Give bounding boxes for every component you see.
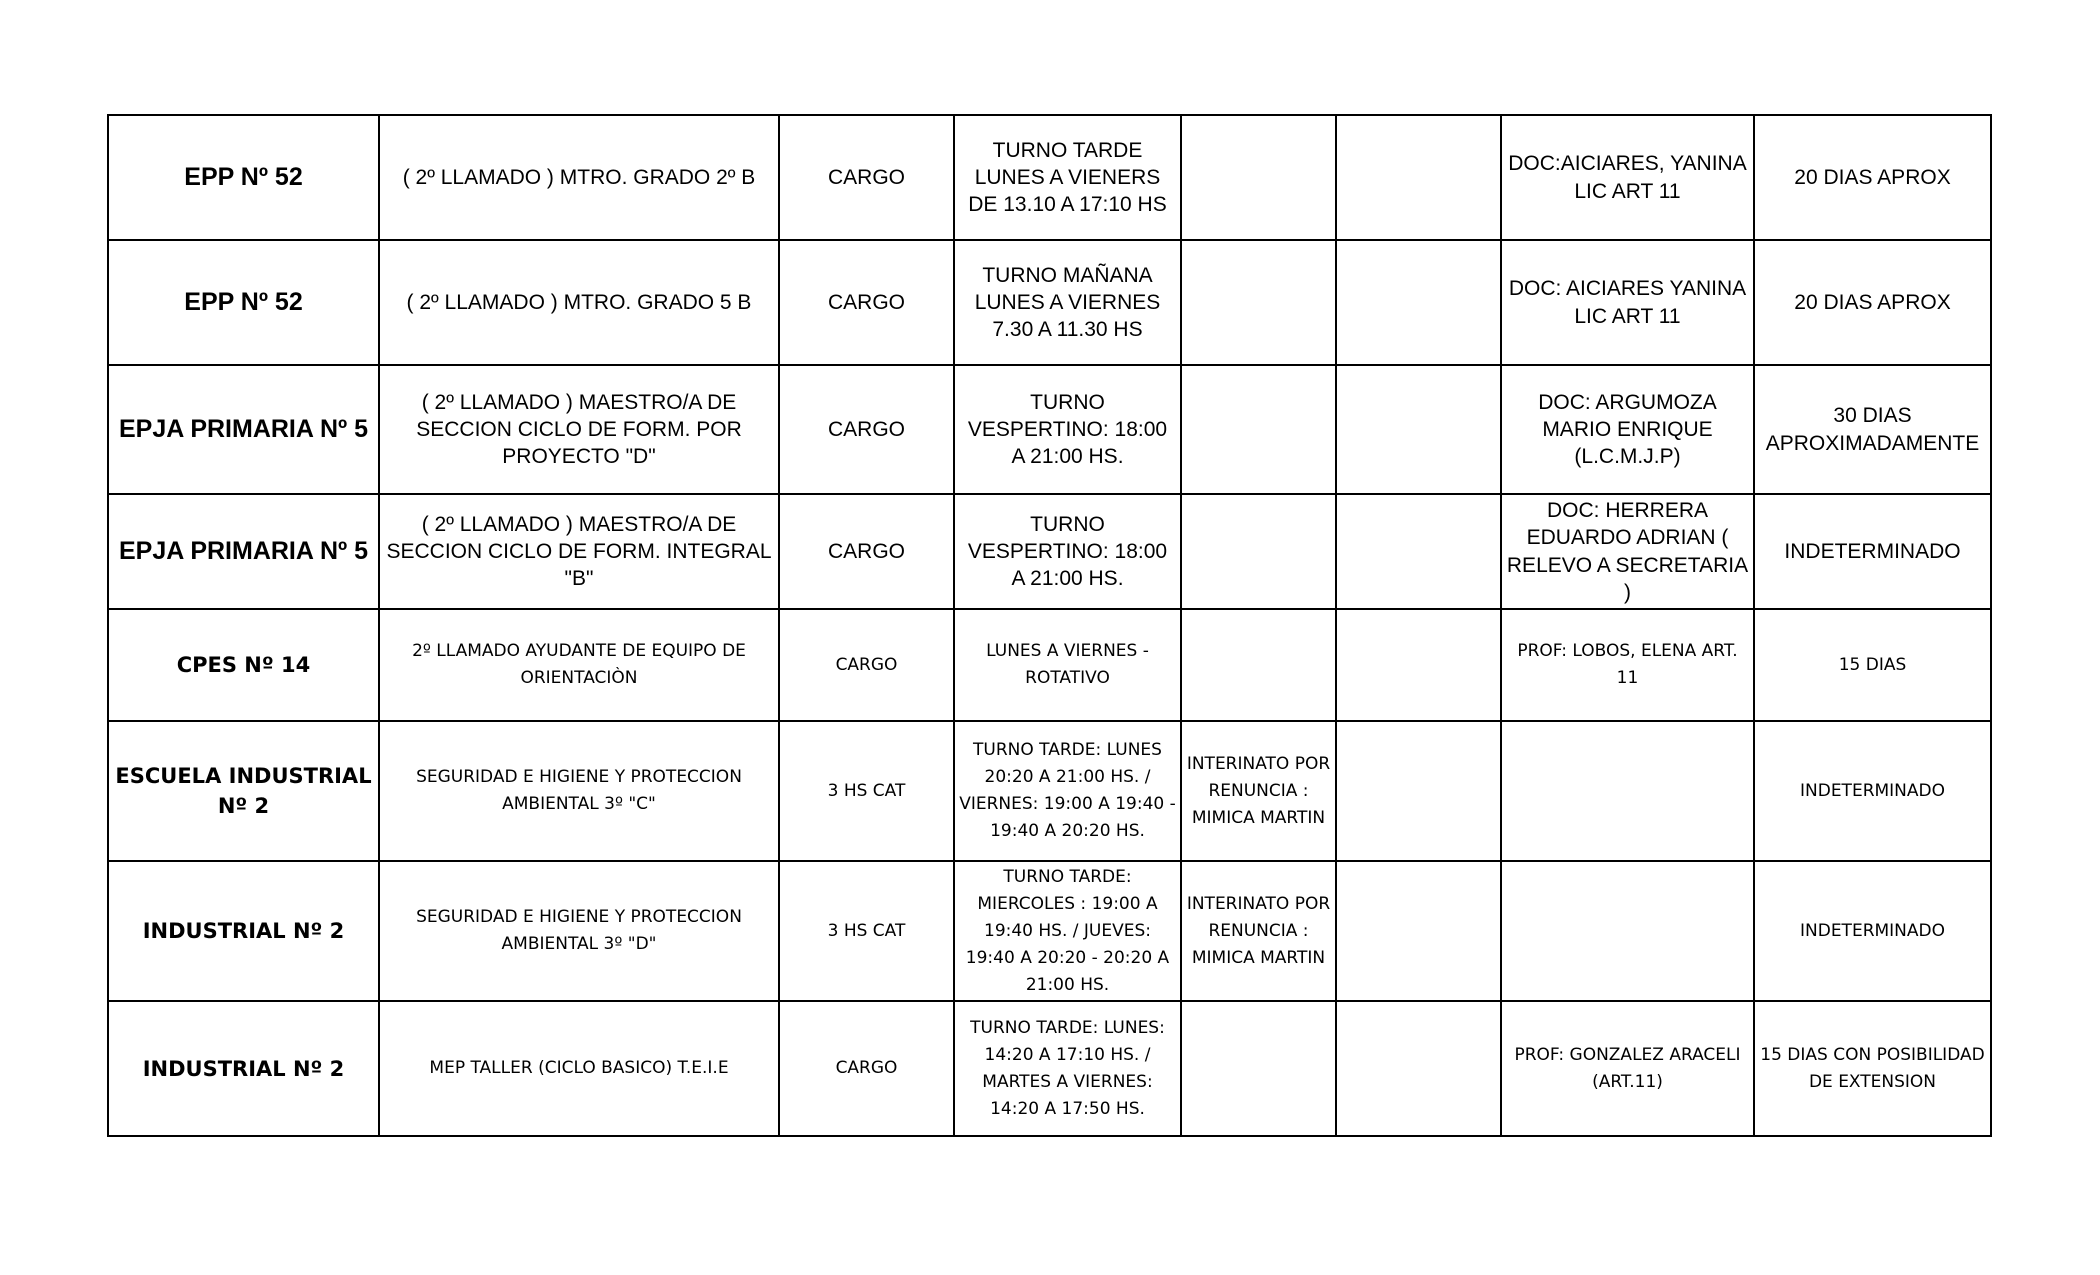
reason-cell: INTERINATO POR RENUNCIA : MIMICA MARTIN — [1181, 861, 1336, 1001]
vacancies-sheet — [107, 114, 1990, 1137]
table-row — [108, 494, 1991, 609]
table-row — [108, 1001, 1991, 1136]
position-cell: SEGURIDAD E HIGIENE Y PROTECCION AMBIENTAL 3º "C" — [379, 721, 779, 861]
schedule-cell: TURNO VESPERTINO: 18:00 A 21:00 HS. — [954, 365, 1181, 494]
type-cell: CARGO — [779, 240, 954, 365]
duration-cell: INDETERMINADO — [1754, 721, 1991, 861]
position-cell: SEGURIDAD E HIGIENE Y PROTECCION AMBIENTAL 3º "D" — [379, 861, 779, 1001]
empty-cell — [1336, 609, 1501, 721]
empty-cell — [1336, 365, 1501, 494]
schedule-cell: TURNO VESPERTINO: 18:00 A 21:00 HS. — [954, 494, 1181, 609]
table-row — [108, 609, 1991, 721]
position-cell: ( 2º LLAMADO ) MTRO. GRADO 2º B — [379, 115, 779, 240]
table-row — [108, 861, 1991, 1001]
table-row — [108, 115, 1991, 240]
school-cell: EPJA PRIMARIA Nº 5 — [108, 494, 379, 609]
reason-cell: INTERINATO POR RENUNCIA : MIMICA MARTIN — [1181, 721, 1336, 861]
replaces-cell — [1501, 861, 1754, 1001]
schedule-cell: LUNES A VIERNES - ROTATIVO — [954, 609, 1181, 721]
schedule-cell: TURNO TARDE: MIERCOLES : 19:00 A 19:40 HS. / JUEVES: 19:40 A 20:20 - 20:20 A 21:00 HS. — [954, 861, 1181, 1001]
school-cell: INDUSTRIAL Nº 2 — [108, 1001, 379, 1136]
duration-cell: INDETERMINADO — [1754, 861, 1991, 1001]
position-cell: MEP TALLER (CICLO BASICO) T.E.I.E — [379, 1001, 779, 1136]
replaces-cell — [1501, 721, 1754, 861]
schedule-cell: TURNO TARDE LUNES A VIENERS DE 13.10 A 17:10 HS — [954, 115, 1181, 240]
replaces-cell: DOC: AICIARES YANINA LIC ART 11 — [1501, 240, 1754, 365]
type-cell: CARGO — [779, 115, 954, 240]
schedule-cell: TURNO TARDE: LUNES 20:20 A 21:00 HS. / VIERNES: 19:00 A 19:40 - 19:40 A 20:20 HS. — [954, 721, 1181, 861]
school-cell: EPJA PRIMARIA Nº 5 — [108, 365, 379, 494]
school-cell: INDUSTRIAL Nº 2 — [108, 861, 379, 1001]
replaces-cell: DOC:AICIARES, YANINA LIC ART 11 — [1501, 115, 1754, 240]
type-cell: CARGO — [779, 365, 954, 494]
reason-cell — [1181, 240, 1336, 365]
duration-cell: INDETERMINADO — [1754, 494, 1991, 609]
empty-cell — [1336, 494, 1501, 609]
empty-cell — [1336, 240, 1501, 365]
school-cell: EPP Nº 52 — [108, 240, 379, 365]
school-cell: EPP Nº 52 — [108, 115, 379, 240]
duration-cell: 15 DIAS — [1754, 609, 1991, 721]
reason-cell — [1181, 609, 1336, 721]
position-cell: ( 2º LLAMADO ) MAESTRO/A DE SECCION CICLO DE FORM. POR PROYECTO "D" — [379, 365, 779, 494]
table-row — [108, 240, 1991, 365]
position-cell: ( 2º LLAMADO ) MTRO. GRADO 5 B — [379, 240, 779, 365]
empty-cell — [1336, 721, 1501, 861]
reason-cell — [1181, 494, 1336, 609]
replaces-cell: PROF: GONZALEZ ARACELI (ART.11) — [1501, 1001, 1754, 1136]
table-row — [108, 365, 1991, 494]
replaces-cell: DOC: ARGUMOZA MARIO ENRIQUE (L.C.M.J.P) — [1501, 365, 1754, 494]
duration-cell: 20 DIAS APROX — [1754, 240, 1991, 365]
position-cell: ( 2º LLAMADO ) MAESTRO/A DE SECCION CICLO DE FORM. INTEGRAL "B" — [379, 494, 779, 609]
replaces-cell: PROF: LOBOS, ELENA ART. 11 — [1501, 609, 1754, 721]
reason-cell — [1181, 365, 1336, 494]
type-cell: CARGO — [779, 609, 954, 721]
duration-cell: 20 DIAS APROX — [1754, 115, 1991, 240]
empty-cell — [1336, 1001, 1501, 1136]
school-cell: ESCUELA INDUSTRIAL Nº 2 — [108, 721, 379, 861]
duration-cell: 15 DIAS CON POSIBILIDAD DE EXTENSION — [1754, 1001, 1991, 1136]
type-cell: 3 HS CAT — [779, 861, 954, 1001]
vacancies-table — [107, 114, 1992, 1137]
replaces-cell: DOC: HERRERA EDUARDO ADRIAN ( RELEVO A SECRETARIA ) — [1501, 494, 1754, 609]
schedule-cell: TURNO TARDE: LUNES: 14:20 A 17:10 HS. / MARTES A VIERNES: 14:20 A 17:50 HS. — [954, 1001, 1181, 1136]
empty-cell — [1336, 861, 1501, 1001]
position-cell: 2º LLAMADO AYUDANTE DE EQUIPO DE ORIENTACIÒN — [379, 609, 779, 721]
empty-cell — [1336, 115, 1501, 240]
type-cell: 3 HS CAT — [779, 721, 954, 861]
reason-cell — [1181, 1001, 1336, 1136]
type-cell: CARGO — [779, 1001, 954, 1136]
schedule-cell: TURNO MAÑANA LUNES A VIERNES 7.30 A 11.30 HS — [954, 240, 1181, 365]
school-cell: CPES Nº 14 — [108, 609, 379, 721]
duration-cell: 30 DIAS APROXIMADAMENTE — [1754, 365, 1991, 494]
reason-cell — [1181, 115, 1336, 240]
table-row — [108, 721, 1991, 861]
type-cell: CARGO — [779, 494, 954, 609]
